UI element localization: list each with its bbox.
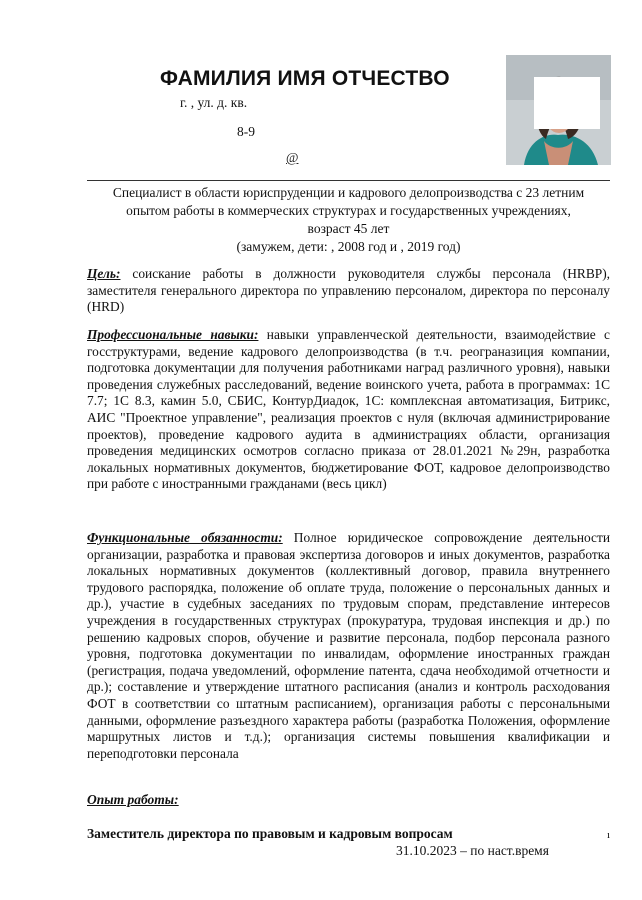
duties-section — [87, 530, 610, 762]
skills-text: навыки управленческой деятельности, взаимодействие с госструктурами, ведение кадрового делопроизводства (в т.ч. реограназиция компании, подготовка документации для получения работниками наград различного уровня), навыки проведения служебных расследований, ведение воинского учета, работа в программах: 1С 7.7; 1С 8.3, камин 5.0, СБИС, КонтурДиадок, 1С: комплексная автоматизация, Битрикс, АИС "Проектное управление", реализация проектов с нуля (включая администрирование проектов), проведение кадрового аудита в администрациях области, организация проведения медицинских осмотров согласно приказа от 28.01.2021 №29н, разработка локальных нормативных документов, бюджетирование ФОТ, кадровое делопроизводство при работе с иностранными гражданами (весь цикл) — [87, 327, 610, 492]
address-line: г. , ул. д. кв. — [180, 95, 248, 110]
header-divider — [87, 180, 610, 181]
job-dates: 31.10.2023 – по наст.время — [396, 843, 549, 858]
duties-label: Функциональные обязанности: — [87, 530, 283, 545]
skills-section — [87, 327, 610, 493]
goal-section — [87, 266, 610, 316]
full-name-heading: ФАМИЛИЯ ИМЯ ОТЧЕСТВО — [160, 67, 450, 90]
skills-label: Профессиональные навыки: — [87, 327, 259, 342]
margin-mark: ı — [607, 829, 611, 841]
experience-label: Опыт работы: — [87, 792, 179, 807]
portrait-illustration — [506, 55, 611, 165]
goal-label: Цель: — [87, 266, 121, 281]
phone-line: 8-9 — [237, 124, 255, 139]
summary-line: возраст 45 лет — [307, 221, 390, 236]
profile-summary — [87, 184, 610, 256]
summary-line: Специалист в области юриспруденции и кадрового делопроизводства с 23 летним — [112, 185, 585, 200]
duties-text: Полное юридическое сопровождение деятельности организации, разработка и правовая экспертиза договоров и иных документов, разработка локальных нормативных документов (коллективный договор, правила внутреннего трудового распорядка, положение об оплате труда, положение о персональных данных и др.), участие в судебных заседаниях по трудовым спорам, представление интересов учреждения в государственных структурах (прокуратура, трудовая инспекция и др.) по решению кадровых споров, обучение и развитие персонала, подбор персонала разного уровня, подготовка документации по инвалидам, оформление иностранных граждан (регистрация, подача уведомлений, оформление патента, сдача необходимой отчетности и др.); составление и утверждение штатного расписания (анализ и контроль расходования ФОТ в соответствии со штатным расписанием), организация работы с персональными данными, оформление разъездного характера работы (разработка Положения, оформление маршрутных листов и т.д.); организация системы повышения квалификации и переподготовки персонала — [87, 530, 611, 761]
summary-line: (замужем, дети: , 2008 год и , 2019 год) — [236, 239, 461, 254]
summary-line: опытом работы в коммерческих структурах и государственных учреждениях, — [126, 203, 571, 218]
email-line: @ — [286, 150, 299, 165]
job-title: Заместитель директора по правовым и кадровым вопросам — [87, 826, 453, 841]
candidate-photo — [506, 55, 611, 165]
goal-text: соискание работы в должности руководителя службы персонала (HRBP), заместителя генерального директора по управлению персоналом, директора по персоналу (HRD) — [87, 266, 610, 315]
